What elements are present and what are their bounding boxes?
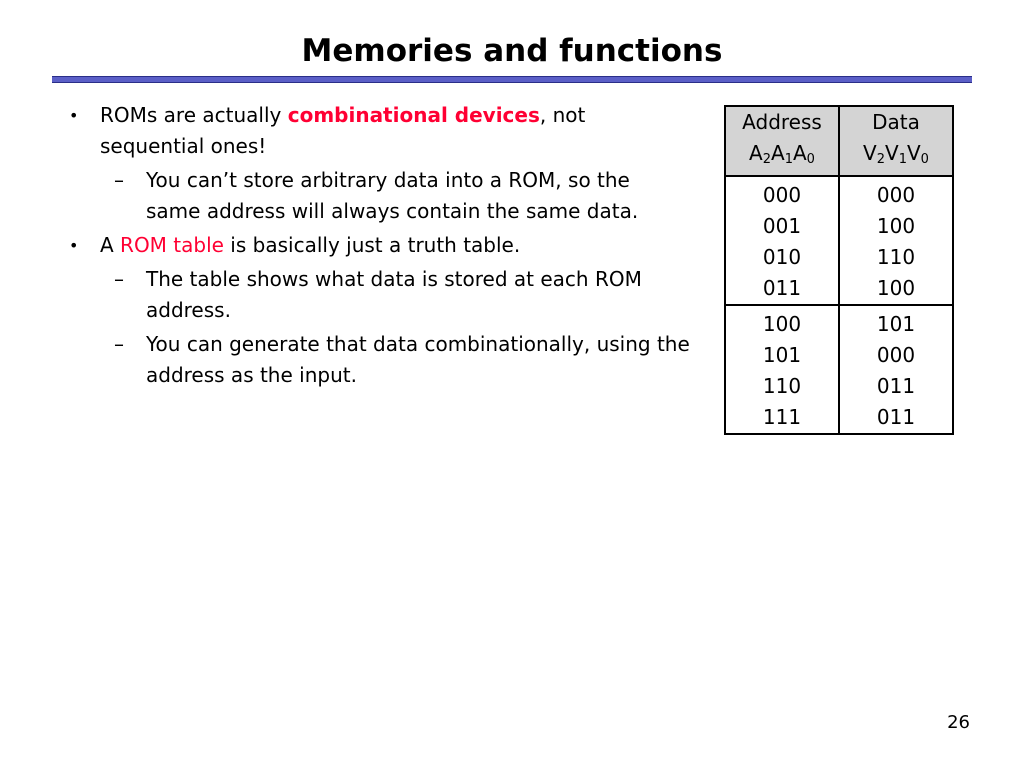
table-row (725, 273, 953, 305)
header-address: Address (725, 106, 839, 138)
data-cell: 110 (839, 242, 953, 273)
address-cell: 010 (762, 245, 802, 269)
highlight-rom-table: ROM table (120, 233, 224, 257)
subbullet-marker: – (114, 168, 124, 192)
subbullet-generate-data (60, 329, 690, 391)
table-row (725, 242, 953, 273)
address-cell: 001 (762, 214, 802, 238)
data-cell: 011 (839, 371, 953, 402)
page-number: 26 (947, 712, 970, 733)
bullet-roms-combinational (60, 100, 690, 162)
data-cell: 000 (839, 176, 953, 211)
header-data: Data (839, 106, 953, 138)
table-row (725, 305, 953, 340)
table-row (725, 176, 953, 211)
subbullet-text: You can generate that data combinationally, using the address as the input. (146, 332, 690, 387)
address-cell: 100 (762, 312, 802, 336)
table-row (725, 402, 953, 434)
address-cell: 000 (762, 183, 802, 207)
subbullet-table-shows (60, 264, 690, 326)
data-cell: 000 (839, 340, 953, 371)
subbullet-text: You can’t store arbitrary data into a ROM, so the same address will always contain the same data. (146, 168, 639, 223)
address-cell: 101 (762, 343, 802, 367)
header-address-signals: $A_2A_1A_0$ (725, 138, 839, 176)
table-row (725, 371, 953, 402)
subbullet-arbitrary-data (60, 165, 690, 227)
data-cell: 011 (839, 402, 953, 434)
address-cell: 111 (762, 405, 802, 429)
header-data-signals: $V_2V_1V_0$ (839, 138, 953, 176)
subbullet-marker: – (114, 267, 124, 291)
data-cell: 101 (839, 305, 953, 340)
bullet-text: ROMs are actually (100, 103, 288, 127)
bullet-text: A (100, 233, 121, 257)
data-cell: 100 (839, 211, 953, 242)
bullet-marker: • (69, 106, 79, 125)
bullet-list (60, 100, 690, 394)
rom-table (724, 105, 954, 435)
data-cell: 100 (839, 273, 953, 305)
title-divider (52, 76, 972, 83)
subbullet-text: The table shows what data is stored at each ROM address. (146, 267, 642, 322)
highlight-combinational-devices: combinational devices (287, 103, 540, 127)
bullet-text-tail: is basically just a truth table. (223, 233, 521, 257)
bullet-marker: • (69, 236, 79, 255)
address-cell: 011 (725, 273, 839, 305)
bullet-text-tail: , not sequential ones! (100, 103, 586, 158)
slide-title: Memories and functions (301, 33, 723, 69)
table-row (725, 340, 953, 371)
bullet-rom-table (60, 230, 690, 261)
subbullet-marker: – (114, 332, 124, 356)
table-row (725, 211, 953, 242)
address-cell: 110 (762, 374, 802, 398)
